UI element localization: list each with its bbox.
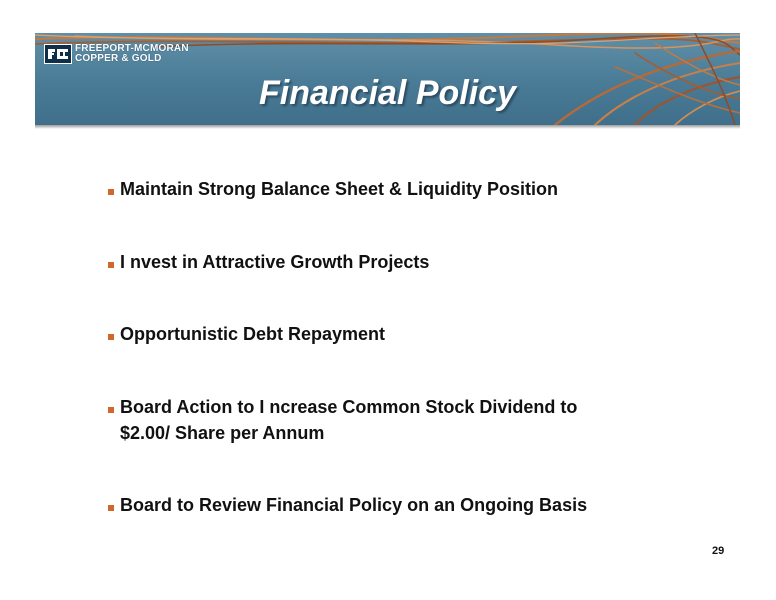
bullet-text: I nvest in Attractive Growth Projects — [120, 252, 430, 272]
list-item — [108, 179, 728, 202]
page-title: Financial Policy — [259, 74, 516, 112]
bullet-text: Maintain Strong Balance Sheet & Liquidity Position — [120, 179, 559, 199]
page-number: 29 — [712, 545, 725, 557]
list-item — [108, 397, 628, 446]
bullet-square-icon — [108, 407, 114, 413]
bullet-text: Opportunistic Debt Repayment — [120, 324, 386, 344]
bullet-square-icon — [108, 334, 114, 340]
list-item — [108, 252, 728, 275]
banner-shadow — [35, 125, 740, 129]
bullet-text: Board to Review Financial Policy on an Ongoing Basis — [120, 495, 588, 515]
title-banner — [35, 33, 740, 125]
logo-line-2: COPPER & GOLD — [75, 53, 162, 64]
logo-line-1: FREEPORT-MCMORAN — [75, 43, 189, 54]
fcx-logo-icon — [44, 44, 72, 64]
bullet-square-icon — [108, 262, 114, 268]
bullet-text: Board Action to I ncrease Common Stock Dividend to $2.00/ Share per Annum — [120, 397, 578, 443]
bullet-square-icon — [108, 189, 114, 195]
bullet-square-icon — [108, 505, 114, 511]
list-item — [108, 324, 728, 347]
list-item — [108, 495, 728, 518]
company-logo — [44, 44, 189, 64]
